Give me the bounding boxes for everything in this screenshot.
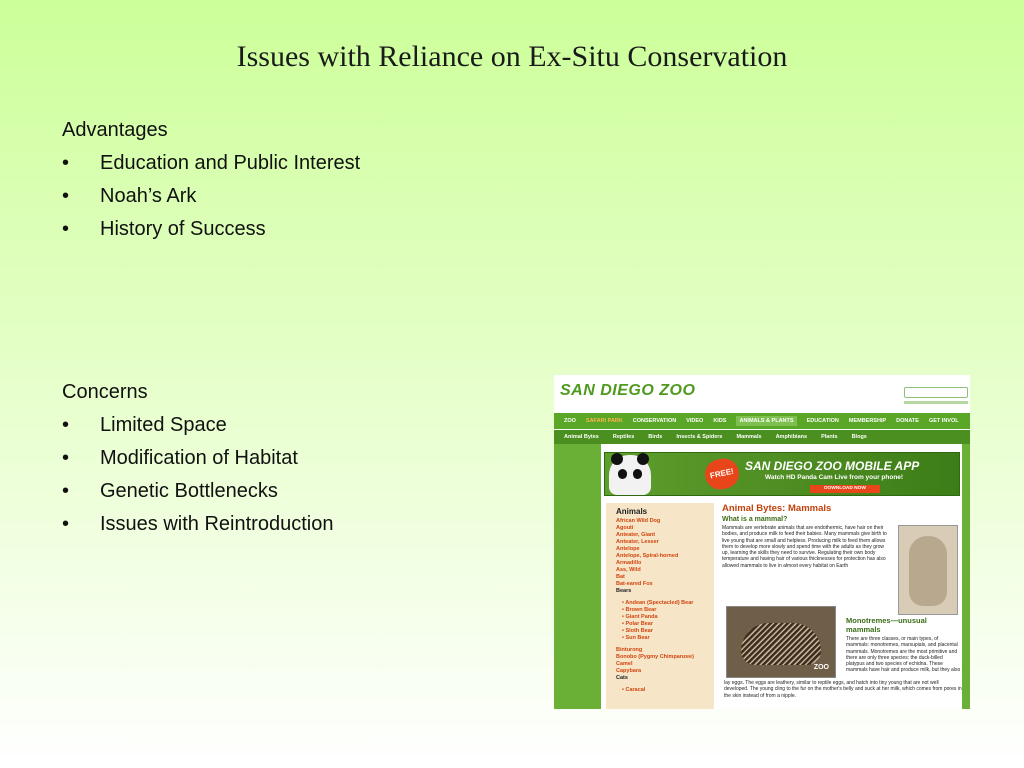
article-question: What is a mammal? — [722, 516, 788, 523]
animal-group-cats: Cats — [616, 675, 628, 681]
concerns-list — [62, 409, 333, 541]
mobile-app-banner — [604, 452, 960, 496]
article-title: Animal Bytes: Mammals — [722, 503, 832, 514]
photo-watermark: ZOO — [813, 664, 829, 671]
advantage-item — [62, 213, 360, 246]
animal-link: Capybara — [616, 668, 642, 674]
left-green-strip — [554, 444, 601, 709]
monotremes-heading: Monotremes—unusual mammals — [846, 616, 927, 634]
nav-item-zoo: ZOO — [564, 418, 576, 424]
secondary-nav — [554, 430, 970, 444]
animal-link: Binturong — [616, 647, 643, 653]
app-banner-title: SAN DIEGO ZOO MOBILE APP — [745, 459, 920, 473]
concern-item — [62, 475, 333, 508]
nav-item-education: EDUCATION — [806, 418, 839, 424]
nav-item-conservation: CONSERVATION — [632, 418, 677, 424]
app-banner-subtitle: Watch HD Panda Cam Live from your phone! — [765, 474, 904, 481]
advantages-section — [62, 114, 360, 246]
nav-item-video: VIDEO — [686, 418, 704, 424]
animal-link: Armadillo — [616, 560, 642, 566]
animal-sublink: • Giant Panda — [622, 614, 658, 620]
zoo-logo: SAN DIEGO ZOO — [560, 382, 696, 399]
primary-nav — [554, 413, 970, 429]
search-input — [904, 387, 968, 398]
animals-sidebar — [606, 503, 714, 709]
advantages-list — [62, 147, 360, 246]
bullet-icon: • — [62, 185, 70, 207]
concern-item — [62, 508, 333, 541]
animal-link: Camel — [616, 661, 633, 667]
advantage-text: History of Success — [100, 218, 266, 240]
concerns-section — [62, 376, 333, 541]
concern-text: Genetic Bottlenecks — [100, 480, 278, 502]
animal-sublink: • Sloth Bear — [622, 628, 653, 634]
bullet-icon: • — [62, 414, 70, 436]
nav-item-donate: DONATE — [896, 418, 919, 424]
bullet-icon: • — [62, 513, 70, 535]
concern-text: Issues with Reintroduction — [100, 513, 334, 535]
site-header — [554, 375, 970, 409]
subnav-item-amphibians: Amphibians — [775, 434, 808, 440]
subnav-item-insects: Insects & Spiders — [676, 434, 723, 440]
concerns-heading: Concerns — [62, 381, 148, 403]
advantage-item — [62, 180, 360, 213]
animal-link: Bonobo (Pygmy Chimpanzee) — [616, 654, 694, 660]
animal-group-bears: Bears — [616, 588, 632, 594]
animal-link: African Wild Dog — [616, 518, 661, 524]
advantage-text: Education and Public Interest — [100, 152, 361, 174]
advantage-item — [62, 147, 360, 180]
animal-link: Anteater, Giant — [616, 532, 656, 538]
subnav-item-plants: Plants — [821, 434, 838, 440]
nav-item-animals-plants: ANIMALS & PLANTS — [736, 416, 796, 426]
advantages-heading: Advantages — [62, 119, 168, 141]
subnav-item-blogs: Blogs — [851, 434, 867, 440]
download-now-button: DOWNLOAD NOW — [810, 485, 880, 493]
advantage-text: Noah’s Ark — [100, 185, 197, 207]
concern-text: Limited Space — [100, 414, 227, 436]
concern-text: Modification of Habitat — [100, 447, 298, 469]
animal-sublink: • Andean (Spectacled) Bear — [622, 600, 694, 606]
nav-item-membership: MEMBERSHIP — [848, 418, 887, 424]
slide-title: Issues with Reliance on Ex-Situ Conservation — [236, 40, 788, 73]
echidna-photo — [726, 606, 836, 678]
animal-sublink: • Brown Bear — [622, 607, 657, 613]
nav-item-kids: KIDS — [713, 418, 727, 424]
subnav-item-animal-bytes: Animal Bytes — [564, 434, 599, 440]
bullet-icon: • — [62, 152, 70, 174]
subnav-item-mammals: Mammals — [736, 434, 762, 440]
subnav-item-birds: Birds — [648, 434, 663, 440]
monotremes-paragraph: There are three classes, or main types, of mammals: monotremes, marsupials, and placental mammals. Monotremes are the most primitive and there are only three species: the duck-billed platypus and two species of echidna. These mammals have hair and produce milk, but they also — [846, 636, 961, 674]
monotremes-paragraph-cont: lay eggs. The eggs are leathery, similar to reptile eggs, and hatch into tiny young that are not well developed. The young cling to the fur on the mother's belly and suck at her milk, which comes from pores in the skin instead of from a nipple. — [724, 680, 962, 699]
animal-sublink: • Caracal — [622, 687, 646, 693]
concern-item — [62, 409, 333, 442]
mammals-article — [722, 503, 964, 709]
bullet-icon: • — [62, 447, 70, 469]
animal-link: Bat-eared Fox — [616, 581, 653, 587]
animal-sublink: • Sun Bear — [622, 635, 650, 641]
mammal-photo — [898, 525, 958, 615]
panda-image — [609, 455, 651, 495]
animal-link: Antelope — [616, 546, 640, 552]
free-badge: FREE! — [702, 456, 741, 492]
animals-heading: Animals — [616, 507, 648, 516]
bullet-icon: • — [62, 218, 70, 240]
bullet-icon: • — [62, 480, 70, 502]
animal-link: Anteater, Lesser — [616, 539, 659, 545]
nav-item-safari-park: SAFARI PARK — [585, 418, 623, 424]
article-paragraph: Mammals are vertebrate animals that are endothermic, have hair on their bodies, and produce milk to feed their babies. Many mammals give birth to live young that are small and helpless. Producing milk to feed them allows them to develop more slowly and spend time with the adults as they grow up, learning the skills they need to survive. Regulating their own body temperature and having hair of various thicknesses for protection has also allowed mammals to live in almost every habitat on Earth — [722, 525, 887, 569]
subnav-item-reptiles: Reptiles — [612, 434, 635, 440]
animal-sublink: • Polar Bear — [622, 621, 653, 627]
animal-link: Ass, Wild — [616, 567, 641, 573]
animal-link: Bat — [616, 574, 625, 580]
search-underline — [904, 401, 968, 404]
nav-item-get-involved: GET INVOL — [928, 418, 959, 424]
zoo-website-screenshot — [554, 375, 970, 709]
animal-link: Antelope, Spiral-horned — [616, 553, 679, 559]
animal-link: Agouti — [616, 525, 634, 531]
concern-item — [62, 442, 333, 475]
